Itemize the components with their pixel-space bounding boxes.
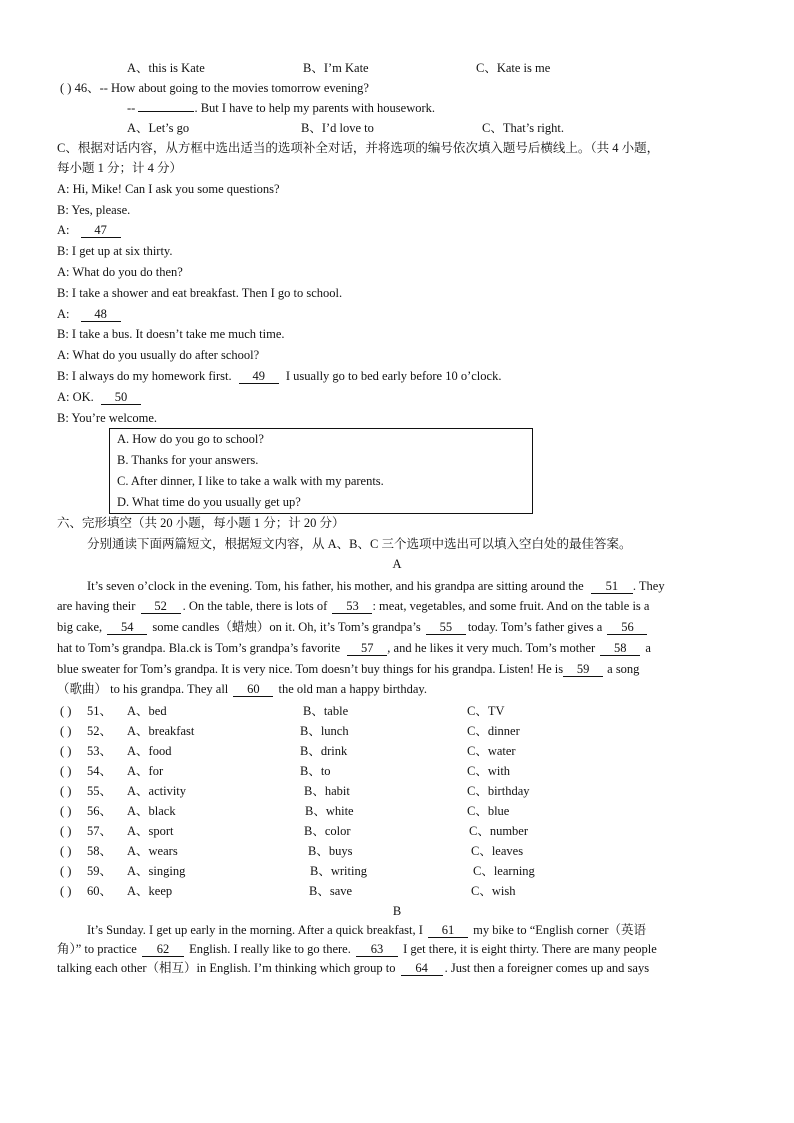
passage-a-line: hat to Tom’s grandpa. Bla.ck is Tom’s grandpa’s favorite 57 , and he likes it very much. Tom’s mother 58 a [57, 641, 651, 655]
option-a: A、black [127, 804, 176, 818]
dialogue-line: A: 47 [57, 222, 121, 238]
option-b: B、lunch [300, 724, 349, 738]
passage-b-line: talking each other（相互）in English. I’m thinking which group to 64 . Just then a foreigner comes up and says [57, 961, 650, 975]
dialogue-line: A: What do you do then? [57, 265, 183, 279]
q45-option-a: A、this is Kate [127, 61, 205, 75]
question-number: 59、 [87, 864, 113, 878]
answer-blank-51[interactable]: 51 [591, 579, 633, 594]
dialogue-line: A: What do you usually do after school? [57, 348, 260, 362]
passage-b-line: 角）” to practice 62 English. I really like to go there. 63 I get there, it is eight thirty. There are many people [57, 942, 657, 956]
question-number: 51、 [87, 704, 113, 718]
option-b: B、white [305, 804, 354, 818]
answer-paren[interactable]: ( ) [60, 844, 72, 858]
dialogue-line: B: I get up at six thirty. [57, 244, 173, 258]
q46-stem: 46、-- How about going to the movies tomorrow evening? [74, 81, 369, 95]
q45-option-c: C、Kate is me [476, 61, 551, 75]
question-number: 53、 [87, 744, 113, 758]
option-c: C、birthday [467, 784, 530, 798]
option-b: B、writing [310, 864, 367, 878]
passage-b-heading: B [392, 904, 402, 918]
box-option-a: A. How do you go to school? [117, 432, 264, 446]
dialogue-line: B: I always do my homework first. 49 I usually go to bed early before 10 o’clock. [57, 369, 502, 383]
passage-a-line: big cake, 54 some candles（蜡烛）on it. Oh, it’s Tom’s grandpa’s 55 today. Tom’s father gives a 56 [57, 619, 647, 635]
question-number: 52、 [87, 724, 113, 738]
answer-blank-56[interactable]: 56 [607, 620, 647, 635]
option-c: C、leaves [471, 844, 524, 858]
option-c: C、water [467, 744, 516, 758]
option-a: A、singing [127, 864, 186, 878]
answer-blank-58[interactable]: 58 [600, 641, 640, 656]
answer-blank-59[interactable]: 59 [563, 662, 603, 677]
question-number: 54、 [87, 764, 113, 778]
box-option-d: D. What time do you usually get up? [117, 495, 301, 509]
option-b: B、color [304, 824, 351, 838]
question-number: 57、 [87, 824, 113, 838]
passage-a-line: It’s seven o’clock in the evening. Tom, his father, his mother, and his grandpa are sitting around the 51 . They [87, 579, 665, 593]
answer-paren[interactable]: ( ) [60, 81, 72, 95]
option-a: A、sport [127, 824, 174, 838]
option-a: A、bed [127, 704, 167, 718]
option-a: A、breakfast [127, 724, 195, 738]
option-c: C、dinner [467, 724, 520, 738]
option-a: A、activity [127, 784, 187, 798]
answer-blank-53[interactable]: 53 [332, 599, 372, 614]
option-a: A、food [127, 744, 172, 758]
answer-paren[interactable]: ( ) [60, 764, 72, 778]
answer-paren[interactable]: ( ) [60, 784, 72, 798]
answer-paren[interactable]: ( ) [60, 804, 72, 818]
box-option-b: B. Thanks for your answers. [117, 453, 259, 467]
answer-blank-48[interactable]: 48 [81, 307, 121, 322]
box-option-c: C. After dinner, I like to take a walk with my parents. [117, 474, 384, 488]
section-6-heading: 六、完形填空（共 20 小题，每小题 1 分；计 20 分） [57, 516, 345, 530]
dialogue-line: A: Hi, Mike! Can I ask you some questions? [57, 182, 280, 196]
answer-paren[interactable]: ( ) [60, 724, 72, 738]
option-c: C、wish [471, 884, 516, 898]
option-b: B、table [303, 704, 349, 718]
answer-blank-54[interactable]: 54 [107, 620, 147, 635]
passage-a-line: blue sweater for Tom’s grandpa. It is very nice. Tom doesn’t buy things for his grandpa. Listen! He is 59 a song [57, 662, 640, 676]
option-c: C、learning [473, 864, 535, 878]
q45-option-b: B、I’m Kate [303, 61, 369, 75]
option-b: B、to [300, 764, 331, 778]
answer-blank-61[interactable]: 61 [428, 923, 468, 938]
answer-blank-57[interactable]: 57 [347, 641, 387, 656]
option-c: C、blue [467, 804, 510, 818]
passage-b-line: It’s Sunday. I get up early in the morning. After a quick breakfast, I 61 my bike to “English corner（英语 [87, 923, 647, 937]
dialogue-line: B: I take a bus. It doesn’t take me much time. [57, 327, 285, 341]
option-c: C、TV [467, 704, 505, 718]
q46-option-c: C、That’s right. [482, 121, 564, 135]
answer-blank-55[interactable]: 55 [426, 620, 466, 635]
dialogue-line: A: 48 [57, 306, 121, 322]
option-b: B、buys [308, 844, 353, 858]
answer-blank-63[interactable]: 63 [356, 942, 398, 957]
answer-blank-52[interactable]: 52 [141, 599, 181, 614]
option-a: A、for [127, 764, 164, 778]
option-b: B、drink [300, 744, 348, 758]
option-c: C、number [469, 824, 529, 838]
dialogue-line: B: You’re welcome. [57, 411, 157, 425]
section-6-instruction: 分别通读下面两篇短文，根据短文内容，从 A、B、C 三个选项中选出可以填入空白处的最佳答案。 [87, 537, 632, 551]
answer-blank-60[interactable]: 60 [233, 682, 273, 697]
answer-paren[interactable]: ( ) [60, 744, 72, 758]
answer-paren[interactable]: ( ) [60, 864, 72, 878]
answer-blank-62[interactable]: 62 [142, 942, 184, 957]
answer-blank[interactable] [138, 111, 194, 112]
question-number: 55、 [87, 784, 113, 798]
answer-blank-49[interactable]: 49 [239, 369, 279, 384]
option-b: B、save [309, 884, 353, 898]
option-c: C、with [467, 764, 511, 778]
question-number: 56、 [87, 804, 113, 818]
answer-paren[interactable]: ( ) [60, 884, 72, 898]
q46-option-b: B、I’d love to [301, 121, 374, 135]
dialogue-line: B: I take a shower and eat breakfast. Then I go to school. [57, 286, 343, 300]
question-number: 60、 [87, 884, 113, 898]
option-a: A、keep [127, 884, 173, 898]
options-box [109, 428, 533, 514]
option-b: B、habit [304, 784, 350, 798]
option-a: A、wears [127, 844, 178, 858]
answer-blank-64[interactable]: 64 [401, 961, 443, 976]
answer-paren[interactable]: ( ) [60, 824, 72, 838]
answer-blank-47[interactable]: 47 [81, 223, 121, 238]
answer-blank-50[interactable]: 50 [101, 390, 141, 405]
q46-option-a: A、Let’s go [127, 121, 190, 135]
dialogue-line: A: OK. 50 [57, 389, 141, 405]
passage-a-line: are having their 52 . On the table, there is lots of 53 : meat, vegetables, and some fruit. And on the table is a [57, 599, 650, 613]
section-c-heading: C、根据对话内容，从方框中选出适当的选项补全对话，并将选项的编号依次填入题号后横线上。（共 4 小题， [57, 141, 660, 155]
passage-a-heading: A [392, 557, 402, 571]
answer-paren[interactable]: ( ) [60, 704, 72, 718]
q46-question [60, 80, 369, 96]
dialogue-line: B: Yes, please. [57, 203, 131, 217]
section-c-heading-cont: 每小题 1 分；计 4 分） [57, 161, 183, 175]
question-number: 58、 [87, 844, 113, 858]
q46-reply: -- . But I have to help my parents with housework. [127, 101, 436, 115]
passage-a-line: （歌曲） to his grandpa. They all 60 the old man a happy birthday. [57, 682, 427, 696]
